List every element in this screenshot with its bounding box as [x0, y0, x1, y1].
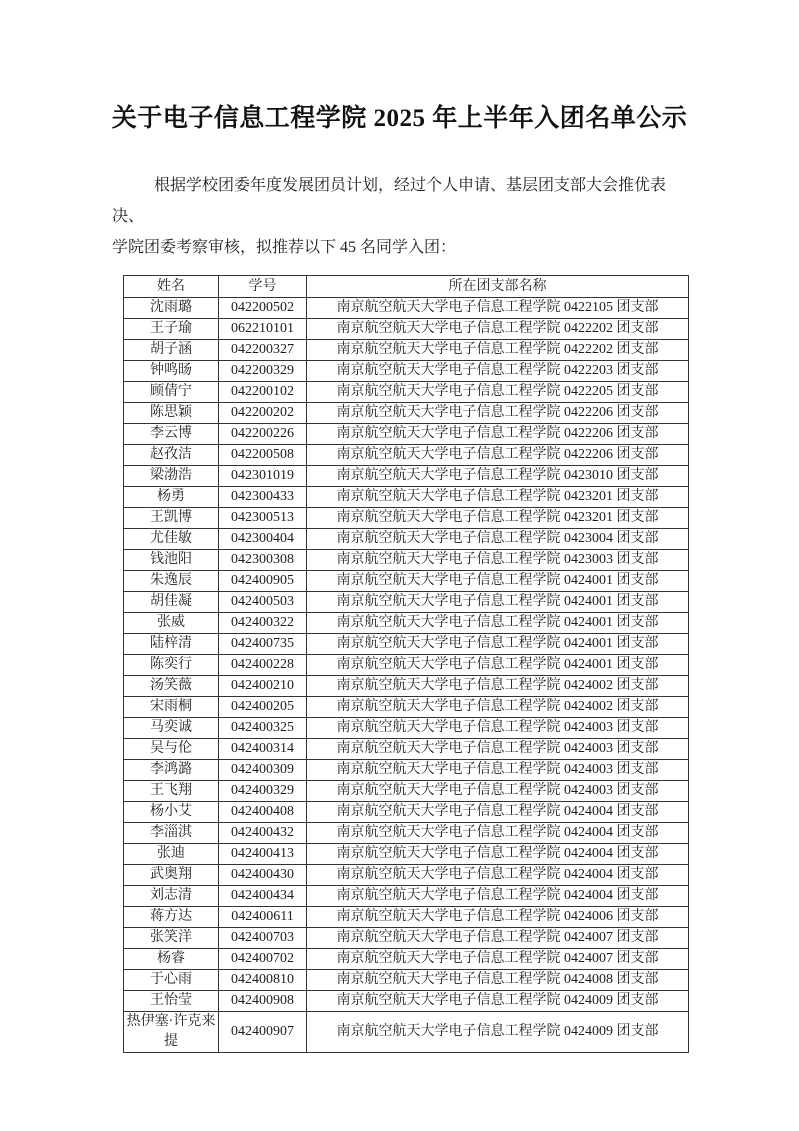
student-id-cell: 042400413	[219, 844, 307, 865]
name-cell: 汤笑薇	[124, 676, 219, 697]
table-row	[124, 655, 689, 676]
name-cell: 朱逸辰	[124, 571, 219, 592]
name-cell: 钟鸣旸	[124, 361, 219, 382]
table-row	[124, 403, 689, 424]
intro-line-1: 根据学校团委年度发展团员计划，经过个人申请、基层团支部大会推优表决、	[112, 177, 667, 225]
table-row	[124, 928, 689, 949]
branch-cell: 南京航空航天大学电子信息工程学院 0424003 团支部	[307, 718, 689, 739]
page-title: 关于电子信息工程学院 2025 年上半年入团名单公示	[111, 105, 688, 132]
name-cell: 热伊塞·许克来提	[124, 1012, 219, 1053]
student-id-cell: 042400314	[219, 739, 307, 760]
roster-table-body	[124, 298, 689, 1053]
name-cell: 宋雨桐	[124, 697, 219, 718]
student-id-cell: 042400408	[219, 802, 307, 823]
student-id-cell: 042200202	[219, 403, 307, 424]
name-cell: 胡佳凝	[124, 592, 219, 613]
name-cell: 张迪	[124, 844, 219, 865]
table-row	[124, 886, 689, 907]
branch-cell: 南京航空航天大学电子信息工程学院 0424001 团支部	[307, 592, 689, 613]
name-cell: 李淄淇	[124, 823, 219, 844]
table-row	[124, 718, 689, 739]
name-cell: 胡子涵	[124, 340, 219, 361]
table-row	[124, 739, 689, 760]
branch-cell: 南京航空航天大学电子信息工程学院 0423010 团支部	[307, 466, 689, 487]
branch-cell: 南京航空航天大学电子信息工程学院 0422105 团支部	[307, 298, 689, 319]
name-cell: 李云博	[124, 424, 219, 445]
branch-cell: 南京航空航天大学电子信息工程学院 0424006 团支部	[307, 907, 689, 928]
name-cell: 张笑洋	[124, 928, 219, 949]
table-row	[124, 676, 689, 697]
name-cell: 马奕诚	[124, 718, 219, 739]
branch-cell: 南京航空航天大学电子信息工程学院 0422203 团支部	[307, 361, 689, 382]
branch-cell: 南京航空航天大学电子信息工程学院 0422202 团支部	[307, 340, 689, 361]
student-id-cell: 042400322	[219, 613, 307, 634]
table-row	[124, 508, 689, 529]
branch-cell: 南京航空航天大学电子信息工程学院 0422206 团支部	[307, 424, 689, 445]
student-id-cell: 042400503	[219, 592, 307, 613]
table-row	[124, 949, 689, 970]
branch-cell: 南京航空航天大学电子信息工程学院 0424004 团支部	[307, 802, 689, 823]
student-id-cell: 042300513	[219, 508, 307, 529]
student-id-cell: 042400228	[219, 655, 307, 676]
student-id-cell: 042400905	[219, 571, 307, 592]
branch-cell: 南京航空航天大学电子信息工程学院 0424007 团支部	[307, 949, 689, 970]
student-id-cell: 042200502	[219, 298, 307, 319]
student-id-cell: 042400611	[219, 907, 307, 928]
student-id-cell: 042300433	[219, 487, 307, 508]
table-row	[124, 298, 689, 319]
table-row	[124, 865, 689, 886]
branch-cell: 南京航空航天大学电子信息工程学院 0424009 团支部	[307, 1012, 689, 1053]
student-id-cell: 042400432	[219, 823, 307, 844]
header-branch: 所在团支部名称	[307, 276, 689, 298]
branch-cell: 南京航空航天大学电子信息工程学院 0424003 团支部	[307, 739, 689, 760]
name-cell: 尤佳敏	[124, 529, 219, 550]
student-id-cell: 042300404	[219, 529, 307, 550]
branch-cell: 南京航空航天大学电子信息工程学院 0424007 团支部	[307, 928, 689, 949]
student-id-cell: 042400907	[219, 1012, 307, 1053]
branch-cell: 南京航空航天大学电子信息工程学院 0422206 团支部	[307, 445, 689, 466]
table-row	[124, 760, 689, 781]
student-id-cell: 042400210	[219, 676, 307, 697]
table-row	[124, 823, 689, 844]
table-row	[124, 970, 689, 991]
student-id-cell: 042400703	[219, 928, 307, 949]
table-row	[124, 907, 689, 928]
branch-cell: 南京航空航天大学电子信息工程学院 0424008 团支部	[307, 970, 689, 991]
name-cell: 杨小艾	[124, 802, 219, 823]
name-cell: 于心雨	[124, 970, 219, 991]
branch-cell: 南京航空航天大学电子信息工程学院 0424001 团支部	[307, 613, 689, 634]
table-row	[124, 571, 689, 592]
table-row	[124, 1012, 689, 1053]
name-cell: 顾倩宁	[124, 382, 219, 403]
table-row	[124, 361, 689, 382]
name-cell: 王凯博	[124, 508, 219, 529]
branch-cell: 南京航空航天大学电子信息工程学院 0424003 团支部	[307, 781, 689, 802]
branch-cell: 南京航空航天大学电子信息工程学院 0424004 团支部	[307, 823, 689, 844]
table-row	[124, 991, 689, 1012]
name-cell: 张威	[124, 613, 219, 634]
header-name: 姓名	[124, 276, 219, 298]
student-id-cell: 042200226	[219, 424, 307, 445]
branch-cell: 南京航空航天大学电子信息工程学院 0424003 团支部	[307, 760, 689, 781]
name-cell: 王飞翔	[124, 781, 219, 802]
intro-line-2: 学院团委考察审核，拟推荐以下 45 名同学入团：	[112, 239, 457, 256]
name-cell: 赵孜洁	[124, 445, 219, 466]
header-student-id: 学号	[219, 276, 307, 298]
table-header-row	[124, 276, 689, 298]
student-id-cell: 042200329	[219, 361, 307, 382]
table-row	[124, 802, 689, 823]
table-row	[124, 445, 689, 466]
student-id-cell: 042300308	[219, 550, 307, 571]
student-id-cell: 042400908	[219, 991, 307, 1012]
table-row	[124, 487, 689, 508]
student-id-cell: 042400810	[219, 970, 307, 991]
branch-cell: 南京航空航天大学电子信息工程学院 0424001 团支部	[307, 571, 689, 592]
student-id-cell: 042400434	[219, 886, 307, 907]
student-id-cell: 042400702	[219, 949, 307, 970]
name-cell: 杨勇	[124, 487, 219, 508]
student-id-cell: 042400205	[219, 697, 307, 718]
branch-cell: 南京航空航天大学电子信息工程学院 0424002 团支部	[307, 676, 689, 697]
name-cell: 李鸿潞	[124, 760, 219, 781]
table-row	[124, 319, 689, 340]
student-id-cell: 042200327	[219, 340, 307, 361]
table-row	[124, 550, 689, 571]
table-row	[124, 697, 689, 718]
name-cell: 陈奕行	[124, 655, 219, 676]
branch-cell: 南京航空航天大学电子信息工程学院 0423004 团支部	[307, 529, 689, 550]
student-id-cell: 042200508	[219, 445, 307, 466]
table-row	[124, 424, 689, 445]
table-row	[124, 634, 689, 655]
name-cell: 刘志清	[124, 886, 219, 907]
table-row	[124, 382, 689, 403]
name-cell: 杨睿	[124, 949, 219, 970]
branch-cell: 南京航空航天大学电子信息工程学院 0422205 团支部	[307, 382, 689, 403]
student-id-cell: 042200102	[219, 382, 307, 403]
student-id-cell: 042400430	[219, 865, 307, 886]
intro-paragraph	[112, 170, 689, 263]
branch-cell: 南京航空航天大学电子信息工程学院 0423003 团支部	[307, 550, 689, 571]
branch-cell: 南京航空航天大学电子信息工程学院 0424009 团支部	[307, 991, 689, 1012]
table-row	[124, 466, 689, 487]
branch-cell: 南京航空航天大学电子信息工程学院 0424001 团支部	[307, 634, 689, 655]
table-row	[124, 613, 689, 634]
table-row	[124, 844, 689, 865]
student-id-cell: 062210101	[219, 319, 307, 340]
branch-cell: 南京航空航天大学电子信息工程学院 0423201 团支部	[307, 508, 689, 529]
table-row	[124, 592, 689, 613]
branch-cell: 南京航空航天大学电子信息工程学院 0422202 团支部	[307, 319, 689, 340]
name-cell: 蒋方达	[124, 907, 219, 928]
table-row	[124, 529, 689, 550]
table-row	[124, 340, 689, 361]
branch-cell: 南京航空航天大学电子信息工程学院 0424004 团支部	[307, 886, 689, 907]
student-id-cell: 042400309	[219, 760, 307, 781]
branch-cell: 南京航空航天大学电子信息工程学院 0422206 团支部	[307, 403, 689, 424]
student-id-cell: 042400325	[219, 718, 307, 739]
roster-table	[123, 275, 689, 1053]
name-cell: 武奥翔	[124, 865, 219, 886]
branch-cell: 南京航空航天大学电子信息工程学院 0424004 团支部	[307, 865, 689, 886]
student-id-cell: 042400329	[219, 781, 307, 802]
name-cell: 陈思颖	[124, 403, 219, 424]
name-cell: 沈雨璐	[124, 298, 219, 319]
branch-cell: 南京航空航天大学电子信息工程学院 0424001 团支部	[307, 655, 689, 676]
name-cell: 梁渤浩	[124, 466, 219, 487]
name-cell: 王怡莹	[124, 991, 219, 1012]
student-id-cell: 042400735	[219, 634, 307, 655]
student-id-cell: 042301019	[219, 466, 307, 487]
table-row	[124, 781, 689, 802]
branch-cell: 南京航空航天大学电子信息工程学院 0424002 团支部	[307, 697, 689, 718]
branch-cell: 南京航空航天大学电子信息工程学院 0424004 团支部	[307, 844, 689, 865]
branch-cell: 南京航空航天大学电子信息工程学院 0423201 团支部	[307, 487, 689, 508]
name-cell: 钱池阳	[124, 550, 219, 571]
name-cell: 吴与伦	[124, 739, 219, 760]
name-cell: 陆梓清	[124, 634, 219, 655]
name-cell: 王子瑜	[124, 319, 219, 340]
